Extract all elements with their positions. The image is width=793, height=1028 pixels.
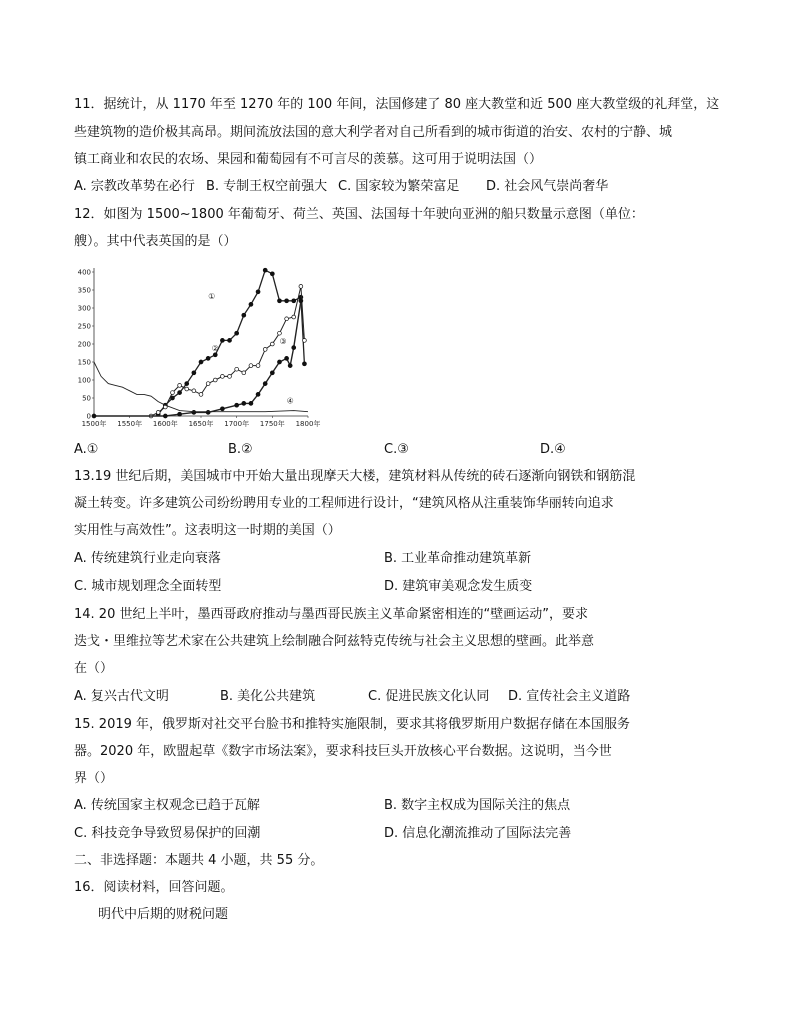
q11-text-line1: 11．据统计，从 1170 年至 1270 年的 100 年间，法国修建了 80 座大教堂和近 500 座大教堂级的礼拜堂，这 [74, 97, 720, 112]
series-2-point [263, 348, 267, 352]
series-1-point [220, 338, 224, 342]
q14-option-c: C. 促进民族文化认同 [368, 689, 490, 704]
x-tick-label: 1500年 [81, 420, 107, 428]
series-3-point [263, 382, 267, 386]
series-2-point [256, 364, 260, 368]
q15-text-line1: 15. 2019 年，俄罗斯对社交平台脸书和推特实施限制，要求其将俄罗斯用户数据存储在本国服务 [74, 717, 631, 732]
series-1-point [277, 299, 281, 303]
q11-option-d: D. 社会风气崇尚奢华 [486, 179, 609, 194]
series-2-point [171, 391, 175, 395]
series-3-point [288, 364, 292, 368]
q14-option-b: B. 美化公共建筑 [220, 689, 316, 704]
series-3-point [242, 401, 246, 405]
series-2-point [199, 393, 203, 397]
q15-option-a: A. 传统国家主权观念已趋于瓦解 [74, 798, 260, 813]
series-label-4: ④ [286, 396, 294, 406]
series-1-point [256, 290, 260, 294]
series-2-point [242, 371, 246, 375]
series-2-point [213, 378, 217, 382]
series-3-point [163, 414, 167, 418]
series-2-point [285, 317, 289, 321]
q13-option-c: C. 城市规划理念全面转型 [74, 579, 222, 594]
q14-option-d: D. 宣传社会主义道路 [508, 689, 631, 704]
series-2-point [192, 389, 196, 393]
series-1-point [263, 268, 267, 272]
series-2-point [303, 339, 307, 343]
series-label-1: ① [208, 292, 216, 301]
series-3-point [220, 407, 224, 411]
series-2-point [249, 364, 253, 368]
q15-text-line3: 界（） [74, 771, 114, 786]
series-3-point [292, 346, 296, 350]
series-2-point [206, 382, 210, 386]
series-1-point [285, 299, 289, 303]
x-tick-label: 1550年 [117, 420, 143, 428]
q13-option-d: D. 建筑审美观念发生质变 [384, 579, 533, 594]
series-2-point [221, 375, 225, 379]
y-tick-label: 200 [77, 340, 91, 349]
q16-text-line1: 16．阅读材料，回答问题。 [74, 880, 234, 895]
q12-option-d: D.④ [540, 442, 566, 457]
series-3-point [270, 371, 274, 375]
series-1-point [235, 331, 239, 335]
series-1-point [206, 356, 210, 360]
series-3-point [249, 401, 253, 405]
q11-text-line3: 镇工商业和农民的农场、果园和葡萄园有不可言尽的羡慕。这可用于说明法国（） [74, 152, 543, 167]
series-label-3: ③ [279, 337, 287, 346]
series-2-point [156, 411, 160, 415]
series-line-3 [94, 301, 301, 416]
y-tick-label: 350 [77, 286, 91, 295]
x-tick-label: 1750年 [259, 420, 285, 428]
x-tick-label: 1650年 [188, 420, 214, 428]
q15-option-c: C. 科技竞争导致贸易保护的回潮 [74, 826, 261, 841]
series-3-point [235, 403, 239, 407]
series-1-point [249, 302, 253, 306]
q11-text-line2: 些建筑物的造价极其高昂。期间流放法国的意大利学者对自己所看到的城市街道的治安、农村的宁静、城 [74, 125, 673, 140]
q13-option-a: A. 传统建筑行业走向衰落 [74, 551, 221, 566]
y-tick-label: 250 [77, 322, 91, 331]
q13-text-line1: 13.19 世纪后期，美国城市中开始大量出现摩天大楼，建筑材料从传统的砖石逐渐向钢铁和钢筋混 [74, 469, 636, 484]
series-1-point [192, 371, 196, 375]
series-3-point [206, 410, 210, 414]
q15-option-d: D. 信息化潮流推动了国际法完善 [384, 826, 572, 841]
q13-text-line3: 实用性与高效性”。这表明这一时期的美国（） [74, 523, 341, 538]
series-2-point [178, 384, 182, 388]
series-3-point [256, 392, 260, 396]
q11-option-c: C. 国家较为繁荣富足 [338, 179, 460, 194]
y-tick-label: 300 [77, 304, 91, 313]
series-1-point [228, 338, 232, 342]
series-1-point [178, 391, 182, 395]
q12-option-b: B.② [228, 442, 253, 457]
series-2-point [270, 342, 274, 346]
series-3-point [285, 356, 289, 360]
q12-option-a: A.① [74, 442, 99, 457]
series-3-point [299, 299, 303, 303]
q12-text-line1: 12．如图为 1500~1800 年葡萄牙、荷兰、英国、法国每十年驶向亚洲的船只数量示意图（单位： [74, 207, 644, 222]
section-heading: 二、非选择题：本题共 4 小题，共 55 分。 [74, 853, 324, 868]
series-2-point [292, 315, 296, 319]
q13-text-line2: 凝土转变。许多建筑公司纷纷聘用专业的工程师进行设计，“建筑风格从注重装饰华丽转向追求 [74, 496, 614, 511]
y-tick-label: 150 [77, 358, 91, 367]
series-line-4 [94, 362, 308, 412]
y-tick-label: 100 [77, 376, 91, 385]
x-tick-label: 1600年 [152, 420, 178, 428]
x-tick-label: 1800年 [295, 420, 321, 428]
q14-text-line3: 在（） [74, 661, 114, 676]
series-label-2: ② [211, 344, 219, 354]
series-1-point [242, 313, 246, 317]
q14-text-line1: 14. 20 世纪上半叶，墨西哥政府推动与墨西哥民族主义革命紧密相连的“壁画运动”，要求 [74, 607, 588, 622]
chart-axes [78, 268, 321, 428]
series-3-point [178, 412, 182, 416]
series-2-point [235, 367, 239, 371]
ship-count-chart [72, 262, 322, 434]
q15-text-line2: 器。2020 年，欧盟起草《数字市场法案》，要求科技巨头开放核心平台数据。这说明，当今世 [74, 744, 612, 759]
series-3-point [192, 410, 196, 414]
q11-option-a: A. 宗教改革势在必行 [74, 179, 195, 194]
series-1-point [185, 382, 189, 386]
chart-series [92, 268, 308, 418]
series-2-point [299, 285, 303, 289]
series-2-point [185, 387, 189, 391]
series-2-point [228, 375, 232, 379]
y-tick-label: 400 [77, 268, 91, 277]
series-1-point [302, 362, 306, 366]
series-3-point [92, 414, 96, 418]
series-1-point [170, 396, 174, 400]
y-tick-label: 0 [86, 412, 91, 421]
series-1-point [292, 299, 296, 303]
q15-option-b: B. 数字主权成为国际关注的焦点 [384, 798, 571, 813]
q13-option-b: B. 工业革命推动建筑革新 [384, 551, 532, 566]
series-1-point [199, 360, 203, 364]
q14-text-line2: 迭戈・里维拉等艺术家在公共建筑上绘制融合阿兹特克传统与社会主义思想的壁画。此举意 [74, 634, 595, 649]
y-tick-label: 50 [82, 394, 91, 403]
q12-option-c: C.③ [384, 442, 409, 457]
q12-text-line2: 艘）。其中代表英国的是（） [74, 234, 237, 249]
x-tick-label: 1700年 [224, 420, 250, 428]
series-1-point [213, 353, 217, 357]
series-2-point [278, 331, 282, 335]
q14-option-a: A. 复兴古代文明 [74, 689, 169, 704]
series-3-point [277, 360, 281, 364]
series-1-point [270, 272, 274, 276]
q16-subtitle: 明代中后期的财税问题 [98, 907, 229, 922]
q11-option-b: B. 专制王权空前强大 [206, 179, 328, 194]
